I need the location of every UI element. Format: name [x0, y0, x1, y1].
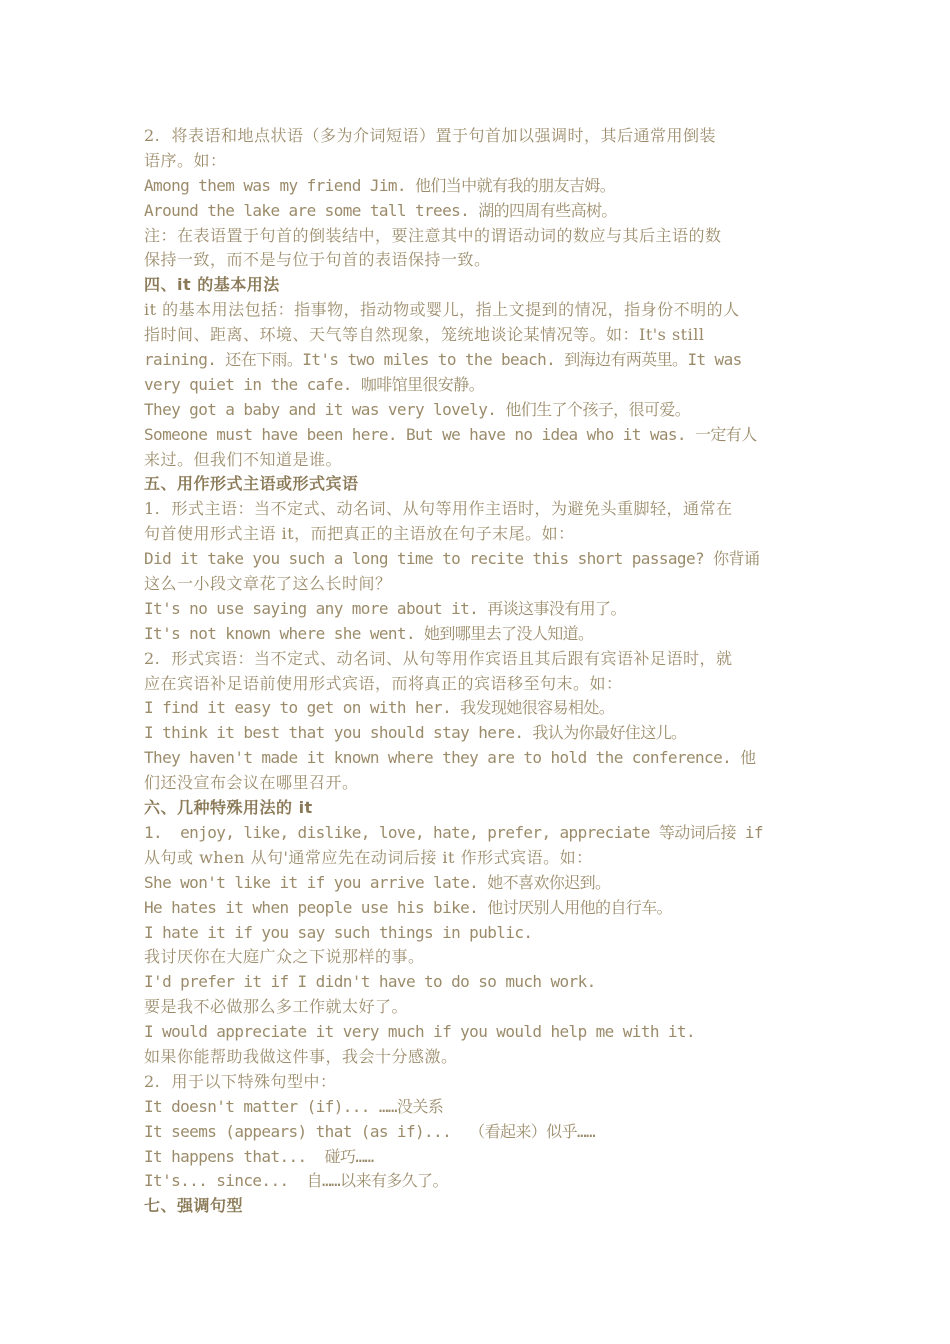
text-line: He hates it when people use his bike. 他讨厌别人用他的自行车。	[144, 897, 673, 917]
text-line: 1. 形式主语：当不定式、动名词、从句等用作主语时，为避免头重脚轻，通常在	[144, 499, 733, 519]
text-line: 语序。如：	[144, 150, 227, 170]
text-line: it 的基本用法包括：指事物，指动物或婴儿，指上文提到的情况，指身份不明的人	[144, 300, 740, 320]
text-line: I would appreciate it very much if you would help me with it.	[144, 1022, 696, 1042]
text-line: Around the lake are some tall trees. 湖的四周有些高树。	[144, 200, 617, 220]
section-heading: 五、用作形式主语或形式宾语	[144, 474, 359, 494]
section-heading: 四、it 的基本用法	[144, 275, 280, 295]
text-line: 2. 将表语和地点状语（多为介词短语）置于句首加以强调时，其后通常用倒装	[144, 126, 716, 145]
text-line: It happens that... 碰巧……	[144, 1146, 374, 1166]
text-line: It seems (appears) that (as if)... （看起来）似乎……	[144, 1121, 596, 1141]
text-line: It's not known where she went. 她到哪里去了没人知道。	[144, 623, 594, 643]
text-line: 指时间、距离、环境、天气等自然现象，笼统地谈论某情况等。如：It's still	[144, 325, 705, 345]
text-line: Someone must have been here. But we have no idea who it was. 一定有人	[144, 424, 757, 444]
section-heading: 七、强调句型	[144, 1196, 244, 1216]
text-line: 从句或 when 从句'通常应先在动词后接 it 作形式宾语。如：	[144, 847, 593, 867]
text-line: 句首使用形式主语 it，而把真正的主语放在句子末尾。如：	[144, 524, 575, 544]
text-line: I hate it if you say such things in public.	[144, 922, 533, 942]
document-body	[144, 124, 814, 1219]
text-line: 要是我不必做那么多工作就太好了。	[144, 997, 409, 1017]
text-line: 1. enjoy, like, dislike, love, hate, prefer, appreciate 等动词后接 if	[144, 822, 763, 842]
text-line: raining. 还在下雨。It's two miles to the beach. 到海边有两英里。It was	[144, 350, 742, 370]
text-line: I'd prefer it if I didn't have to do so much work.	[144, 972, 596, 992]
text-line: It's no use saying any more about it. 再谈这事没有用了。	[144, 598, 626, 618]
text-line: It's... since... 自……以来有多久了。	[144, 1171, 448, 1191]
text-line: 我讨厌你在大庭广众之下说那样的事。	[144, 947, 425, 967]
text-line: 如果你能帮助我做这件事，我会十分感激。	[144, 1046, 458, 1066]
text-line: I think it best that you should stay here. 我认为你最好住这儿。	[144, 723, 687, 743]
text-line: 保持一致，而不是与位于句首的表语保持一致。	[144, 250, 491, 270]
text-line: They got a baby and it was very lovely. 他们生了个孩子，很可爱。	[144, 399, 691, 419]
text-line: She won't like it if you arrive late. 她不喜欢你迟到。	[144, 872, 611, 892]
section-heading: 六、几种特殊用法的 it	[144, 798, 313, 818]
text-line: 应在宾语补足语前使用形式宾语，而将真正的宾语移至句末。如：	[144, 673, 623, 693]
text-line: Among them was my friend Jim. 他们当中就有我的朋友吉姆。	[144, 175, 616, 195]
text-line: 们还没宣布会议在哪里召开。	[144, 773, 359, 793]
text-line: 2. 用于以下特殊句型中：	[144, 1071, 337, 1091]
text-line: 2. 形式宾语：当不定式、动名词、从句等用作宾语且其后跟有宾语补足语时，就	[144, 648, 733, 668]
text-line: I find it easy to get on with her. 我发现她很容易相处。	[144, 698, 615, 718]
text-line: 这么一小段文章花了这么长时间？	[144, 574, 392, 594]
text-line: It doesn't matter (if)... ……没关系	[144, 1096, 444, 1116]
text-line: very quiet in the cafe. 咖啡馆里很安静。	[144, 374, 484, 394]
text-line: 注：在表语置于句首的倒装结中，要注意其中的谓语动词的数应与其后主语的数	[144, 225, 722, 245]
text-line: Did it take you such a long time to recite this short passage? 你背诵	[144, 549, 760, 569]
text-line: They haven't made it known where they are to hold the conference. 他	[144, 748, 756, 768]
text-line: 来过。但我们不知道是谁。	[144, 449, 343, 469]
